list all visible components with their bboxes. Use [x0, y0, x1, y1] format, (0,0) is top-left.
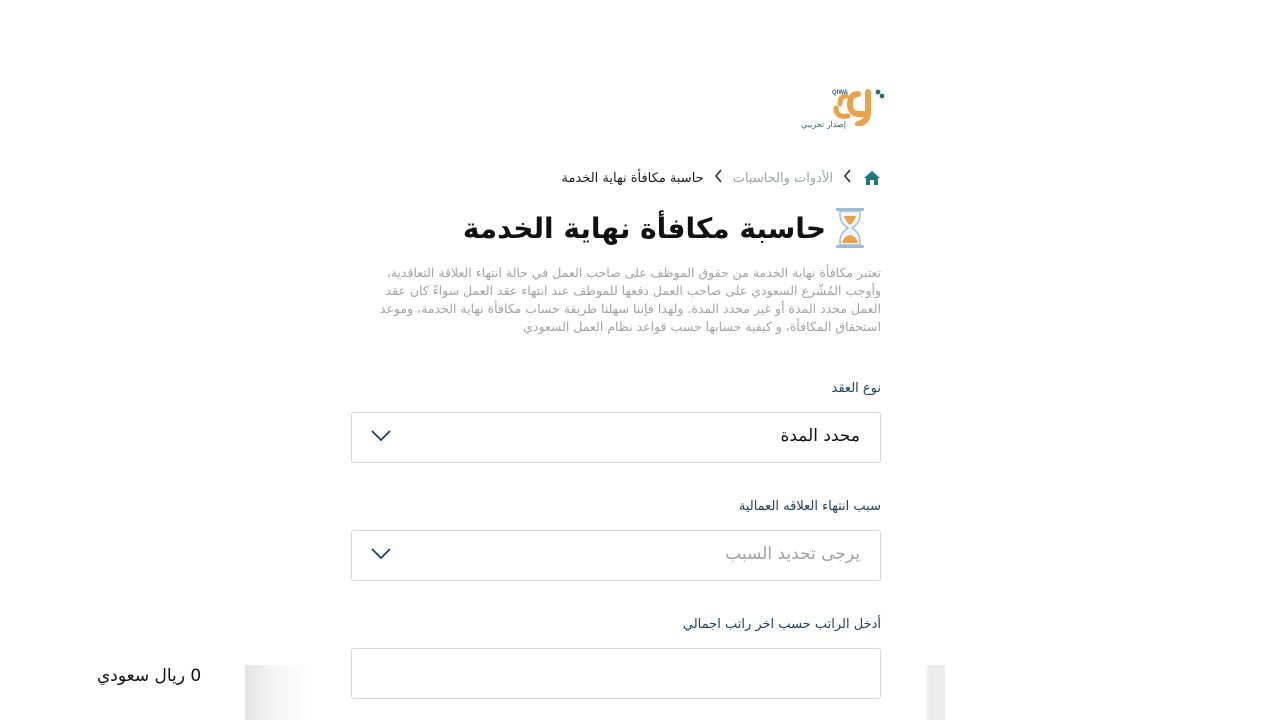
chevron-down-icon [370, 547, 392, 561]
breadcrumb-tools-link[interactable]: الأدوات والحاسبات [732, 170, 833, 186]
termination-reason-select[interactable] [351, 530, 881, 581]
home-icon [863, 170, 881, 186]
chevron-down-icon [370, 429, 392, 443]
qiwa-logo[interactable] [796, 86, 886, 134]
contract-type-label: نوع العقد [831, 381, 881, 396]
termination-reason-placeholder: يرجى تحديد السبب [725, 544, 860, 564]
logo-brand-latin: QIWA [832, 90, 848, 96]
result-amount: 0 ريال سعودي [97, 666, 202, 686]
chevron-left-icon [714, 169, 723, 187]
contract-type-value: محدد المدة [780, 426, 860, 446]
breadcrumb-current: حاسبة مكافأة نهاية الخدمة [561, 170, 704, 186]
page-title-row [463, 205, 868, 251]
contract-type-select[interactable] [351, 412, 881, 463]
breadcrumb [562, 168, 882, 188]
chevron-left-icon [843, 169, 852, 187]
page-title: حاسبة مكافأة نهاية الخدمة [462, 211, 826, 245]
description-line: تعتبر مكافأة نهاية الخدمة من حقوق الموظف على صاحب العمل في حالة انتهاء العلاقة التعاقدية، [386, 265, 881, 280]
breadcrumb-home[interactable] [862, 168, 882, 188]
description-line: العمل محدد المدة أو غير محدد المدة. ولهذا فإننا سهلنا طريقة حساب مكافأة نهاية الخدمة، وموعد [379, 301, 881, 316]
description-line: وأوجب المُشّرع السعودي على صاحب العمل دفعها للموظف عند انتهاء عقد العمل سواءً كان عقد [385, 283, 881, 298]
termination-reason-label: سبب انتهاء العلاقه العمالية [738, 499, 881, 514]
salary-label: أدخل الراتب حسب اخر راتب اجمالي [682, 617, 881, 632]
page-description [324, 264, 881, 336]
description-line: استحقاق المكافأة، و كيفية حسابها حسب قواعد نظام العمل السعودي [523, 319, 881, 334]
hourglass-icon [832, 206, 868, 250]
salary-input[interactable] [351, 648, 881, 699]
logo-tagline: إصدار تجريبي [801, 120, 846, 129]
